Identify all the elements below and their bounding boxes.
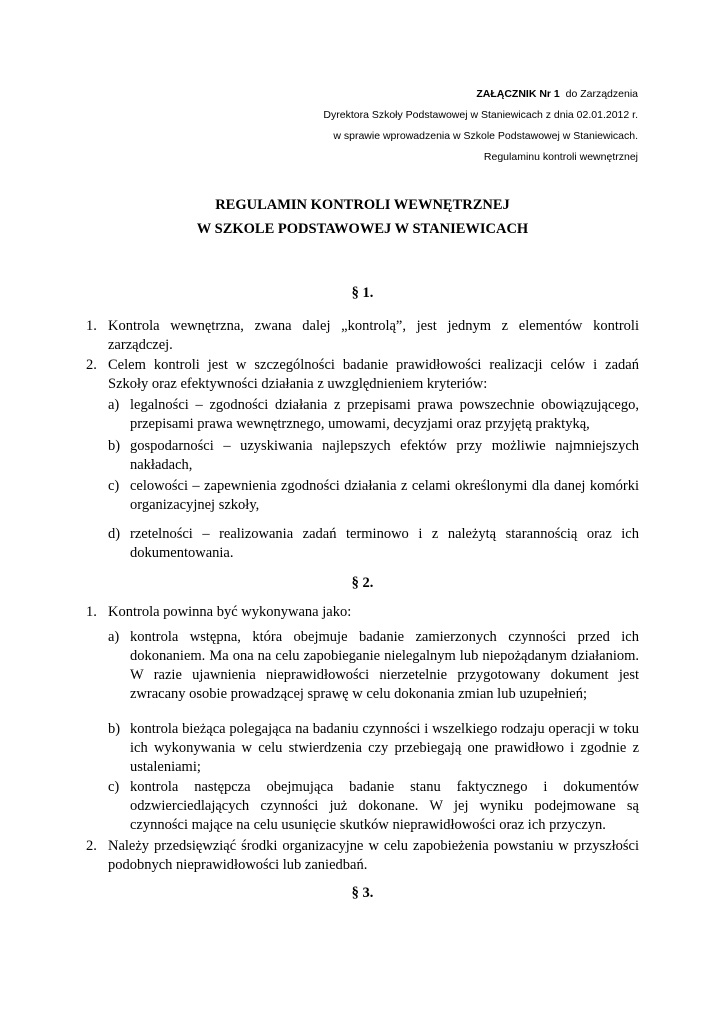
sub-item-text: kontrola wstępna, która obejmuje badanie zamierzonych czynności przed ich dokonaniem. Ma ona na celu zapobieganie nielegalnym lub niepożądanym działaniom. W razie ujawnienia nieprawidłowości nierzetelnie przygotowany dokument jest zwracany osobie prowadzącej sprawę w celu dokonania zmian lub uzupełnień; — [130, 629, 639, 702]
section-heading-2: § 2. — [351, 575, 374, 591]
item-text: Kontrola powinna być wykonywana jako: — [108, 604, 352, 620]
sub-item-letter: b) — [108, 721, 121, 737]
sub-item — [108, 396, 639, 434]
sub-item-text: gospodarności – uzyskiwania najlepszych efektów przy możliwie najmniejszych nakładach, — [130, 438, 639, 473]
header-line-1-rest: do Zarządzenia — [565, 88, 638, 100]
sub-item — [108, 720, 639, 777]
item-text: Celem kontroli jest w szczególności badanie prawidłowości realizacji celów i zadań Szkoły oraz efektywności działania z uwzględnieniem kryteriów: — [108, 357, 639, 392]
sub-item-letter: a) — [108, 397, 120, 413]
item-number: 2. — [86, 838, 97, 854]
item-text: Należy przedsięwziąć środki organizacyjne w celu zapobieżenia powstaniu w przyszłości podobnych nieprawidłowości lub zaniedbań. — [108, 838, 639, 873]
sub-item — [108, 437, 639, 475]
document-title — [0, 193, 725, 241]
sub-item-text: rzetelności – realizowania zadań terminowo i z należytą starannością oraz ich dokumentowania. — [130, 526, 639, 561]
item-number: 1. — [86, 318, 97, 334]
sub-item-text: celowości – zapewnienia zgodności działania z celami określonymi dla danej komórki organizacyjnej szkoły, — [130, 478, 639, 513]
title-line-1: REGULAMIN KONTROLI WEWNĘTRZNEJ — [215, 197, 510, 213]
sub-item-text: kontrola następcza obejmująca badanie stanu faktycznego i dokumentów odzwierciedlających czynności już dokonane. W jej wyniku podejmowane są czynności mające na celu usunięcie skutków nieprawidłowości oraz ich przyczyn. — [130, 779, 639, 833]
sub-item-letter: c) — [108, 779, 120, 795]
attachment-header — [323, 84, 638, 168]
header-line-1 — [323, 84, 638, 105]
sub-item-letter: d) — [108, 526, 121, 542]
section-heading-3: § 3. — [351, 885, 374, 901]
header-line-3: w sprawie wprowadzenia w Szkole Podstawowej w Staniewicach. — [333, 130, 638, 142]
list-item — [86, 837, 639, 875]
list-item — [86, 356, 639, 394]
list-item — [86, 603, 639, 622]
section-heading-1: § 1. — [351, 285, 374, 301]
sub-item-text: kontrola bieżąca polegająca na badaniu czynności i wszelkiego rodzaju operacji w toku ich wykonywania w celu stwierdzenia czy przebiegają one prawidłowo i zgodnie z ustaleniami; — [130, 721, 639, 775]
sub-item-letter: c) — [108, 478, 120, 494]
sub-item — [108, 525, 639, 563]
list-item — [86, 317, 639, 355]
item-number: 2. — [86, 357, 97, 373]
sub-item-text: legalności – zgodności działania z przepisami prawa powszechnie obowiązującego, przepisami prawa wewnętrznego, umowami, decyzjami oraz przyjętą praktyką, — [130, 397, 639, 432]
item-number: 1. — [86, 604, 97, 620]
sub-item-letter: a) — [108, 629, 120, 645]
header-line-2: Dyrektora Szkoły Podstawowej w Staniewicach z dnia 02.01.2012 r. — [323, 109, 638, 121]
sub-item — [108, 628, 639, 704]
title-line-2: W SZKOLE PODSTAWOWEJ W STANIEWICACH — [196, 221, 529, 237]
attachment-number: ZAŁĄCZNIK Nr 1 — [476, 88, 560, 100]
header-line-4: Regulaminu kontroli wewnętrznej — [483, 151, 638, 163]
sub-item — [108, 477, 639, 515]
sub-item — [108, 778, 639, 835]
item-text: Kontrola wewnętrzna, zwana dalej „kontrolą”, jest jednym z elementów kontroli zarządczej. — [108, 318, 639, 353]
sub-item-letter: b) — [108, 438, 121, 454]
